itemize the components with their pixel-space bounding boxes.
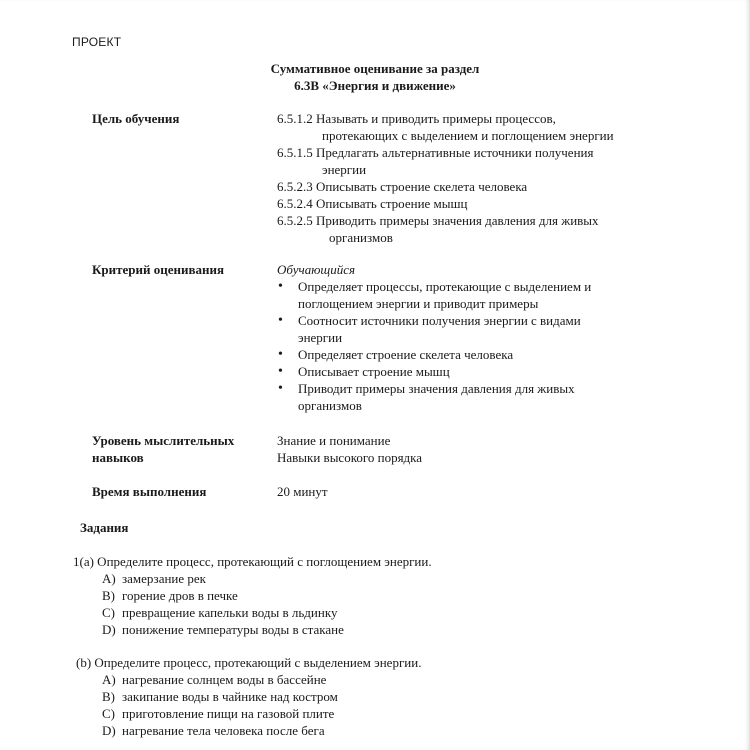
option-item: D) нагревание тела человека после бега (102, 723, 325, 738)
objective-item: 6.5.2.5 Приводить примеры значения давления для живых организмов (277, 213, 599, 245)
tasks-title: Задания (80, 520, 129, 535)
question-1a: 1(a) Определите процесс, протекающий с поглощением энергии. (73, 554, 432, 569)
skills-label: Уровень мыслительных навыков (92, 433, 235, 465)
option-item: B) закипание воды в чайнике над костром (102, 689, 338, 704)
criteria-item: • Определяет процессы, протекающие с выделением и поглощением энергии и приводит примеры (277, 278, 647, 312)
criteria-item: • Приводит примеры значения давления для живых организмов (277, 380, 647, 414)
objectives-label: Цель обучения (92, 111, 180, 126)
criteria-list (277, 278, 647, 414)
option-item: B) горение дров в печке (102, 588, 238, 603)
criteria-item: • Соотносит источники получения энергии с видами энергии (277, 312, 647, 346)
option-item: C) приготовление пищи на газовой плите (102, 706, 335, 721)
criteria-label: Критерий оценивания (92, 262, 225, 277)
option-item: A) нагревание солнцем воды в бассейне (102, 672, 327, 687)
objectives-list (277, 110, 677, 246)
criteria-intro: Обучающийся (277, 262, 356, 277)
skill-value: Знание и понимание (277, 433, 391, 448)
skills-values (277, 432, 677, 466)
title-line-1: Суммативное оценивание за раздел (270, 61, 480, 76)
objective-item: 6.5.2.4 Описывать строение мышц (277, 196, 468, 211)
time-label: Время выполнения (92, 484, 207, 499)
criteria-block (277, 261, 647, 414)
criteria-item: • Определяет строение скелета человека (277, 346, 647, 363)
option-item: C) превращение капельки воды в льдинку (102, 605, 338, 620)
criteria-item: • Описывает строение мышц (277, 363, 647, 380)
objective-item: 6.5.2.3 Описывать строение скелета человека (277, 179, 528, 194)
option-item: A) замерзание рек (102, 571, 206, 586)
objective-item: 6.5.1.2 Называть и приводить примеры процессов, протекающих с выделением и поглощением энергии (277, 111, 614, 143)
objective-item: 6.5.1.5 Предлагать альтернативные источники получения энергии (277, 145, 594, 177)
option-item: D) понижение температуры воды в стакане (102, 622, 344, 637)
question-1a-options (102, 570, 344, 638)
project-label: ПРОЕКТ (72, 35, 122, 49)
skill-value: Навыки высокого порядка (277, 450, 423, 465)
question-1b: (b) Определите процесс, протекающий с выделением энергии. (76, 655, 422, 670)
title-line-2: 6.3В «Энергия и движение» (294, 78, 456, 93)
question-1b-options (102, 671, 338, 739)
document-title (0, 60, 750, 94)
time-value: 20 минут (277, 484, 328, 499)
